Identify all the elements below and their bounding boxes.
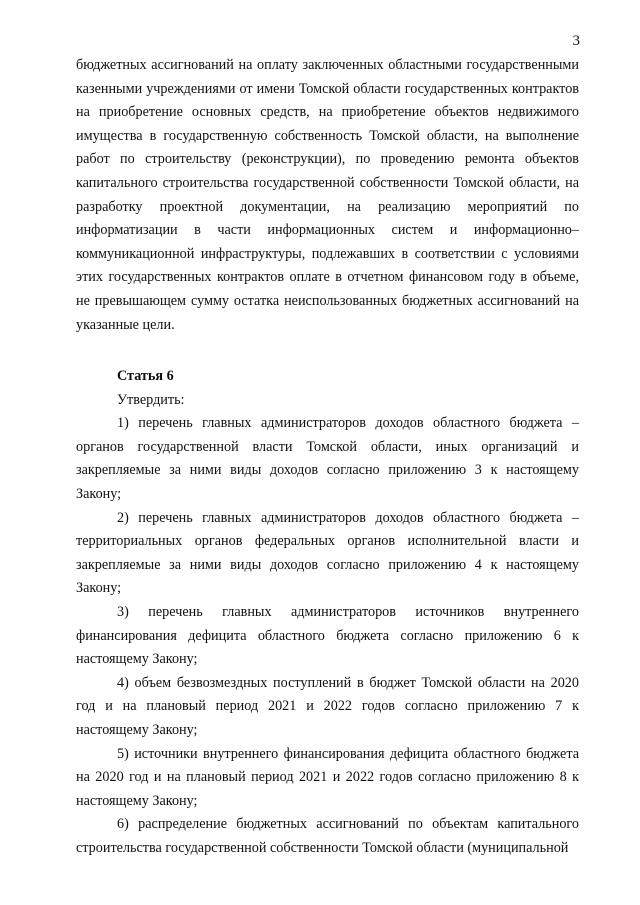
article-6-section bbox=[76, 365, 579, 860]
intro-paragraph: бюджетных ассигнований на оплату заключенных областными государственными казенными учреждениями от имени Томской области государственных контрактов на приобретение основных средств, на приобретение объектов недвижимого имущества в государственную собственность Томской области, на выполнение работ по строительству (реконструкции), по проведению ремонта объектов капитального строительства государственной собственности Томской области, на разработку проектной документации, на реализацию мероприятий по информатизации в части информационных систем и информационно–коммуникационной инфраструктуры, подлежавших в соответствии с условиями этих государственных контрактов оплате в отчетном финансовом году в объеме, не превышающем сумму остатка неиспользованных бюджетных ассигнований на указанные цели. bbox=[76, 57, 579, 333]
article-item-1: 1) перечень главных администраторов доходов областного бюджета – органов государственной власти Томской области, иных организаций и закрепляемые за ними виды доходов согласно приложению 3 к настоящему Закону; bbox=[76, 415, 579, 502]
article-item-6: 6) распределение бюджетных ассигнований по объектам капитального строительства государственной собственности Томской области (муниципальной bbox=[76, 816, 579, 856]
page-number: 3 bbox=[572, 33, 580, 49]
article-item-2: 2) перечень главных администраторов доходов областного бюджета – территориальных органов федеральных органов исполнительной власти и закрепляемые за ними виды доходов согласно приложению 4 к настоящему Закону; bbox=[76, 509, 579, 597]
article-heading: Статья 6 bbox=[117, 368, 174, 384]
article-item-5: 5) источники внутреннего финансирования дефицита областного бюджета на 2020 год и на плановый период 2021 и 2022 годов согласно приложению 8 к настоящему Закону; bbox=[76, 745, 579, 809]
intro-section bbox=[76, 54, 579, 337]
article-item-3: 3) перечень главных администраторов источников внутреннего финансирования дефицита областного бюджета согласно приложению 6 к настоящему Закону; bbox=[76, 603, 579, 668]
article-item-4: 4) объем безвозмездных поступлений в бюджет Томской области на 2020 год и на плановый период 2021 и 2022 годов согласно приложению 7 к настоящему Закону; bbox=[76, 674, 579, 738]
article-lead: Утвердить: bbox=[117, 391, 185, 408]
